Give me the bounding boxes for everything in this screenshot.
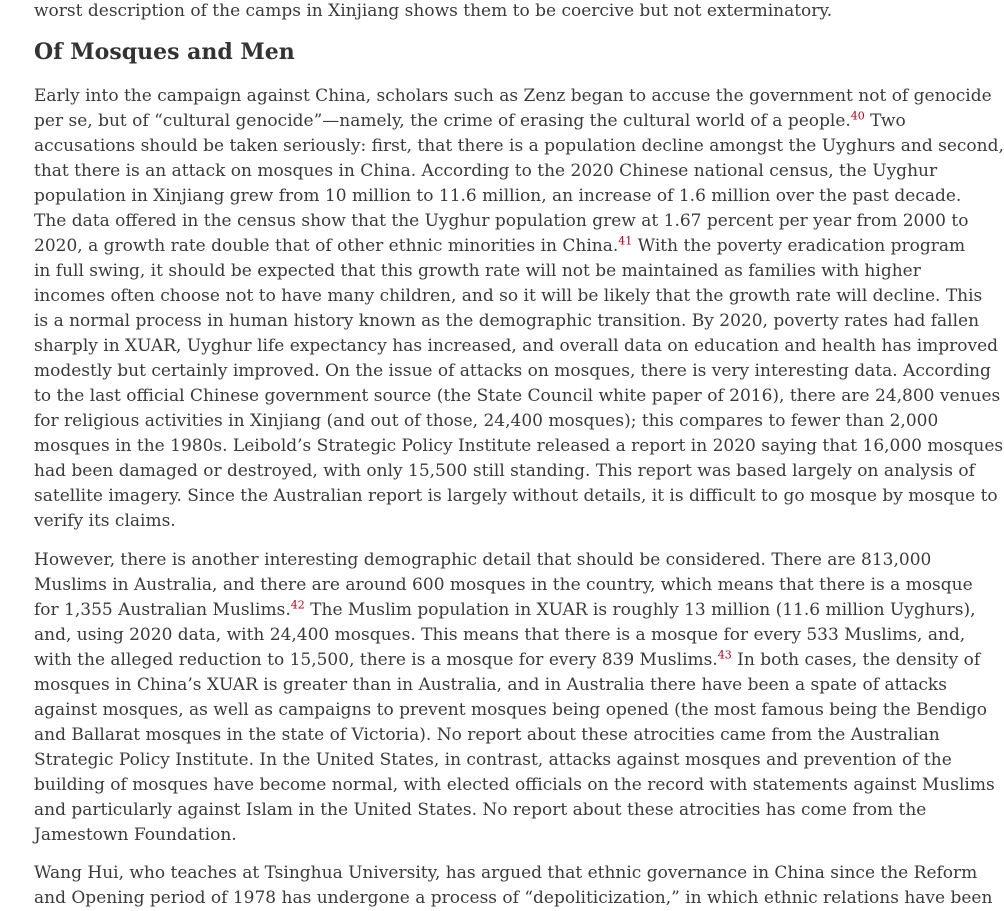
text-segment: Two (864, 111, 906, 131)
text-line (34, 509, 874, 534)
text-line (34, 748, 952, 773)
text-segment: satellite imagery. Since the Australian report is largely without details, it is difficult to go mosque by mosque to (34, 486, 998, 506)
intro-paragraph (34, 0, 874, 24)
text-segment: sharply in XUAR, Uyghur life expectancy has increased, and overall data on education and health has improved (34, 336, 999, 356)
text-segment: and particularly against Islam in the United States. No report about these atrocities has come from the (34, 800, 927, 820)
footnote-marker[interactable]: 42 (290, 598, 305, 612)
text-segment: with the alleged reduction to 15,500, there is a mosque for every 839 Muslims. (34, 650, 718, 670)
paragraph-1 (34, 84, 1004, 534)
text-segment: The data offered in the census show that the Uyghur population grew at 1.67 percent per year from 2000 to (34, 211, 969, 231)
text-segment: and Ballarat mosques in the state of Victoria). No report about these atrocities came from the Australian (34, 725, 940, 745)
text-segment: and Opening period of 1978 has undergone a process of “depoliticization,” in which ethnic relations have been (34, 888, 993, 908)
text-segment: modestly but certainly improved. On the issue of attacks on mosques, there is very interesting data. According (34, 361, 991, 381)
text-segment: for 1,355 Australian Muslims. (34, 600, 291, 620)
text-line (34, 84, 992, 109)
text-line (34, 259, 921, 284)
text-segment: Strategic Policy Institute. In the United States, in contrast, attacks against mosques and prevention of the (34, 750, 952, 770)
footnote-marker[interactable]: 41 (618, 234, 633, 248)
text-segment: to the last official Chinese government source (the State Council white paper of 2016), there are 24,800 venues (34, 386, 1001, 406)
text-line (34, 134, 1004, 159)
text-segment: against mosques, as well as campaigns to prevent mosques being opened (the most famous being the Bendigo (34, 700, 988, 720)
text-segment: building of mosques have become normal, with elected officials on the record with statements against Muslims (34, 775, 995, 795)
text-line (34, 673, 947, 698)
text-line (34, 284, 983, 309)
text-line (34, 384, 1001, 409)
text-line (34, 798, 927, 823)
text-line (34, 484, 998, 509)
text-segment: Early into the campaign against China, scholars such as Zenz began to accuse the government not of genocide (34, 86, 992, 106)
text-segment: However, there is another interesting demographic detail that should be considered. There are 813,000 (34, 550, 932, 570)
text-segment: accusations should be taken seriously: first, that there is a population decline amongst the Uyghurs and second, (34, 136, 1004, 156)
text-segment: that there is an attack on mosques in China. According to the 2020 Chinese national census, the Uyghur (34, 161, 938, 181)
text-segment: Wang Hui, who teaches at Tsinghua University, has argued that ethnic governance in China since the Reform (34, 863, 978, 883)
text-segment: in full swing, it should be expected that this growth rate will not be maintained as families with higher (34, 261, 921, 281)
text-line (34, 459, 975, 484)
text-segment: Jamestown Foundation. (34, 825, 237, 845)
text-segment: Muslims in Australia, and there are around 600 mosques in the country, which means that there is a mosque (34, 575, 973, 595)
text-segment: is a normal process in human history known as the demographic transition. By 2020, poverty rates had fallen (34, 311, 980, 331)
text-line (34, 409, 939, 434)
intro-line: worst description of the camps in Xinjiang shows them to be coercive but not exterminatory. (34, 1, 833, 21)
text-line (34, 359, 991, 384)
text-segment: verify its claims. (34, 511, 176, 531)
text-line (34, 773, 995, 798)
text-line (34, 184, 962, 209)
text-line (34, 548, 932, 573)
text-line (34, 434, 1004, 459)
text-segment: mosques in China’s XUAR is greater than in Australia, and in Australia there have been a spate of attacks (34, 675, 947, 695)
text-segment: had been damaged or destroyed, with only 15,500 still standing. This report was based largely on analysis of (34, 461, 975, 481)
footnote-marker[interactable]: 43 (717, 648, 732, 662)
text-segment: incomes often choose not to have many children, and so it will be likely that the growth rate will decline. This (34, 286, 983, 306)
text-line (34, 598, 976, 623)
text-segment: per se, but of “cultural genocide”—namely, the crime of erasing the cultural world of a people. (34, 111, 851, 131)
text-line (34, 623, 966, 648)
text-segment: for religious activities in Xinjiang (and out of those, 24,400 mosques); this compares to fewer than 2,000 (34, 411, 939, 431)
text-line (34, 861, 978, 886)
text-segment: mosques in the 1980s. Leibold’s Strategic Policy Institute released a report in 2020 saying that 16,000 mosques (34, 436, 1004, 456)
text-segment: With the poverty eradication program (632, 236, 966, 256)
paragraph-3 (34, 861, 993, 911)
text-line (34, 648, 981, 673)
text-line (34, 886, 993, 911)
text-segment: In both cases, the density of (731, 650, 981, 670)
text-line (34, 159, 938, 184)
text-line (34, 209, 969, 234)
text-line (34, 823, 874, 848)
section-heading: Of Mosques and Men (34, 39, 295, 65)
paragraph-2 (34, 548, 995, 848)
text-line (34, 234, 966, 259)
text-segment: and, using 2020 data, with 24,400 mosques. This means that there is a mosque for every 533 Muslims, and, (34, 625, 966, 645)
text-line (34, 309, 980, 334)
text-line (34, 573, 973, 598)
text-segment: The Muslim population in XUAR is roughly 13 million (11.6 million Uyghurs), (304, 600, 976, 620)
text-segment: 2020, a growth rate double that of other ethnic minorities in China. (34, 236, 619, 256)
text-segment: population in Xinjiang grew from 10 million to 11.6 million, an increase of 1.6 million over the past decade. (34, 186, 962, 206)
text-line (34, 109, 906, 134)
text-line (34, 698, 988, 723)
footnote-marker[interactable]: 40 (850, 109, 865, 123)
text-line (34, 723, 940, 748)
text-line (34, 334, 999, 359)
